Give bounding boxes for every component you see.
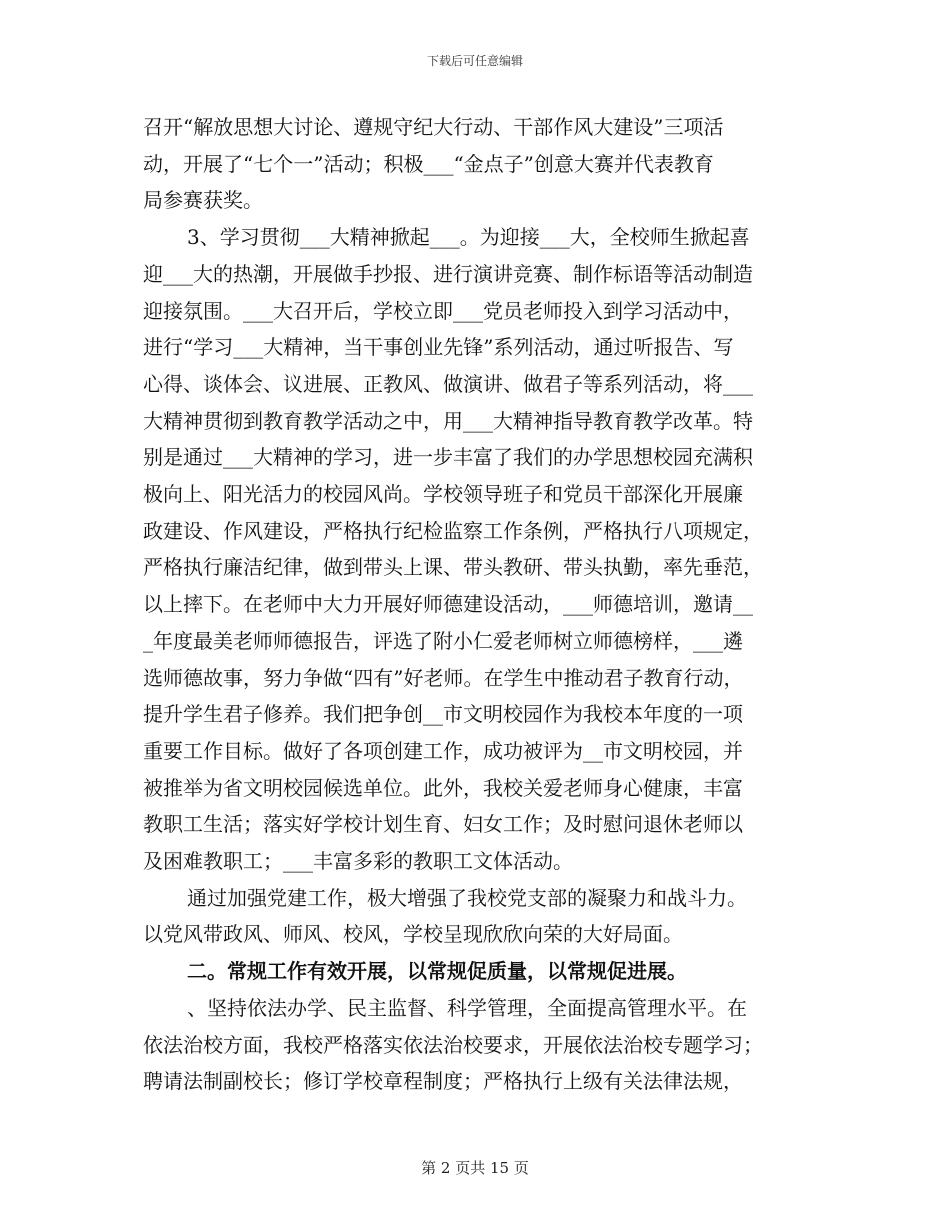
text-line: 依法治校方面，我校严格落实依法治校要求，开展依法治校专题学习； <box>143 1032 763 1057</box>
text-line: 聘请法制副校长；修订学校章程制度；严格执行上级有关法律法规， <box>143 1069 743 1094</box>
text-line: 重要工作目标。做好了各项创建工作，成功被评为__市文明校园，并 <box>143 738 743 763</box>
text-line: 以党风带政风、师风、校风，学校呈现欣欣向荣的大好局面。 <box>143 922 683 947</box>
text-line: 教职工生活；落实好学校计划生育、妇女工作；及时慰问退休老师以 <box>143 812 743 837</box>
text-line: 迎接氛围。___大召开后，学校立即___党员老师投入到学习活动中， <box>143 298 743 323</box>
text-line: 心得、谈体会、议进展、正教风、做演讲、做君子等系列活动，将___ <box>143 371 753 396</box>
text-line: 严格执行廉洁纪律，做到带头上课、带头教研、带头执勤，率先垂范， <box>143 555 763 580</box>
text-line: 二。常规工作有效开展，以常规促质量，以常规促进展。 <box>187 959 687 984</box>
text-line: 提升学生君子修养。我们把争创__市文明校园作为我校本年度的一项 <box>143 702 743 727</box>
text-line: 别是通过___大精神的学习，进一步丰富了我们的办学思想校园充满积 <box>143 445 753 470</box>
text-line: 通过加强党建工作，极大增强了我校党支部的凝聚力和战斗力。 <box>187 885 747 910</box>
text-line: 被推举为省文明校园候选单位。此外，我校关爱老师身心健康，丰富 <box>143 775 743 800</box>
text-line: 以上摔下。在老师中大力开展好师德建设活动，___师德培训，邀请__ <box>143 592 753 617</box>
text-line: 、坚持依法办学、民主监督、科学管理，全面提高管理水平。在 <box>187 995 747 1020</box>
text-line: 大精神贯彻到教育教学活动之中，用___大精神指导教育教学改革。特 <box>143 408 753 433</box>
text-line: 动，开展了“七个一”活动；积极___“金点子”创意大赛并代表教育 <box>143 151 714 176</box>
text-line: 进行“学习___大精神，当干事创业先锋”系列活动，通过听报告、写 <box>143 335 734 360</box>
text-line: 选师德故事，努力争做“四有”好老师。在学生中推动君子教育行动， <box>143 665 744 690</box>
text-line: _年度最美老师师德报告，评选了附小仁爱老师树立师德榜样，___遴 <box>143 628 743 653</box>
text-line: 局参赛获奖。 <box>143 188 263 213</box>
text-line: 3、学习贯彻___大精神掀起___。为迎接___大，全校师生掀起喜 <box>187 225 750 250</box>
page-header: 下载后可任意编辑 <box>426 54 523 68</box>
text-line: 极向上、阳光活力的校园风尚。学校领导班子和党员干部深化开展廉 <box>143 482 743 506</box>
text-line: 政建设、作风建设，严格执行纪检监察工作条例，严格执行八项规定， <box>143 518 763 543</box>
text-line: 及困难教职工；___丰富多彩的教职工文体活动。 <box>143 849 573 873</box>
text-line: 召开“解放思想大讨论、遵规守纪大行动、干部作风大建设”三项活 <box>143 115 724 139</box>
text-line: 迎___大的热潮，开展做手抄报、进行演讲竞赛、制作标语等活动制造 <box>143 261 753 286</box>
page-footer: 第 2 页共 15 页 <box>421 1159 529 1177</box>
